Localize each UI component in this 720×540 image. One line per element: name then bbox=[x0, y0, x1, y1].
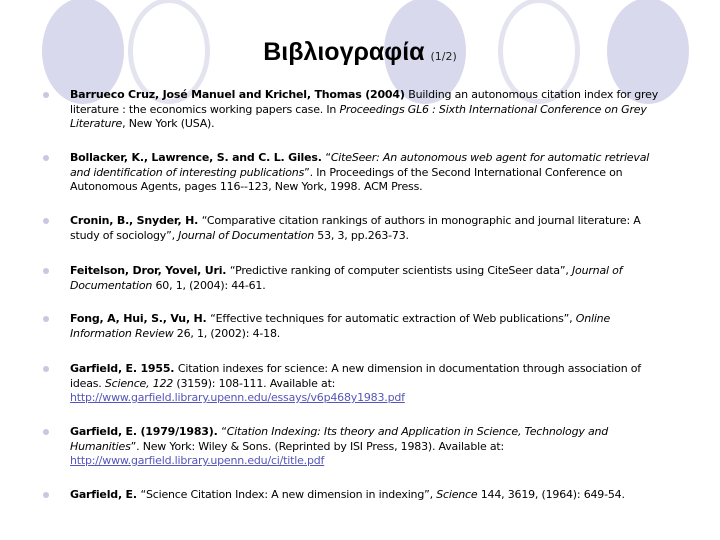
bibliography-entry bbox=[70, 425, 670, 469]
reference-link[interactable]: http://www.garfield.library.upenn.edu/essays/v6p468y1983.pdf bbox=[70, 391, 405, 404]
entry-title-italic: Journal of Documentation bbox=[178, 228, 315, 242]
entry-text: “Comparative citation rankings of authors in monographic and journal literature: A study of sociology”, bbox=[70, 214, 641, 242]
bibliography-entry bbox=[70, 362, 670, 406]
reference-link[interactable]: http://www.garfield.library.upenn.edu/ci/title.pdf bbox=[70, 454, 325, 467]
bullet-icon bbox=[43, 155, 49, 161]
entry-title-italic: Online Information Review bbox=[70, 312, 611, 340]
entry-authors: Fong, A, Hui, S., Vu, H. bbox=[70, 312, 211, 325]
entry-text: Citation indexes for science: A new dimension in documentation through association of ideas. bbox=[70, 362, 641, 390]
bullet-icon bbox=[43, 268, 49, 274]
slide-title bbox=[0, 38, 720, 67]
page-indicator: (1/2) bbox=[430, 50, 457, 63]
entry-text: Building an autonomous citation index for grey literature : the economics working papers case. In bbox=[70, 88, 659, 116]
entry-text: “Predictive ranking of computer scientists using CiteSeer data”, bbox=[229, 264, 573, 277]
entry-text: “Science Citation Index: A new dimension in indexing”, bbox=[140, 488, 437, 501]
bullet-icon bbox=[43, 492, 49, 498]
entry-title-italic: Science, 122 bbox=[104, 376, 174, 390]
bullet-icon bbox=[43, 92, 49, 98]
bullet-icon bbox=[43, 316, 49, 322]
bullet-icon bbox=[43, 429, 49, 435]
entry-title-italic: Citation Indexing: Its theory and Application in Science, Technology and Humanities bbox=[70, 425, 609, 453]
bibliography-entry bbox=[70, 264, 670, 293]
entry-text: 144, 3619, (1964): 649-54. bbox=[477, 488, 625, 501]
entry-authors: Barrueco Cruz, José Manuel and Krichel, Thomas (2004) bbox=[70, 88, 409, 101]
entry-title-italic: Proceedings GL6 : Sixth International Conference on Grey Literature bbox=[70, 102, 647, 130]
entry-text: 26, 1, (2002): 4-18. bbox=[173, 326, 281, 340]
bibliography-entry bbox=[70, 151, 670, 195]
entry-text: “ bbox=[221, 425, 227, 438]
entry-authors: Feitelson, Dror, Yovel, Uri. bbox=[70, 264, 230, 277]
bullet-icon bbox=[43, 366, 49, 372]
entry-title-italic: Science bbox=[436, 488, 478, 501]
entry-text: 53, 3, pp.263-73. bbox=[314, 228, 409, 242]
bullet-icon bbox=[43, 218, 49, 224]
entry-text: ”. New York: Wiley & Sons. (Reprinted by ISI Press, 1983). Available at: bbox=[130, 439, 505, 453]
bibliography-entry bbox=[70, 88, 670, 132]
bibliography-entry bbox=[70, 312, 670, 341]
entry-authors: Garfield, E. bbox=[70, 488, 141, 501]
title-text: Βιβλιογραφία bbox=[263, 38, 425, 66]
entry-title-italic: Journal of Documentation bbox=[70, 264, 623, 292]
entry-authors: Garfield, E. 1955. bbox=[70, 362, 178, 375]
entry-authors: Bollacker, K., Lawrence, S. and C. L. Giles. bbox=[70, 151, 326, 164]
entry-authors: Cronin, B., Snyder, H. bbox=[70, 214, 202, 227]
entry-text: ”. In Proceedings of the Second International Conference on Autonomous Agents, pages 116--123, New York, 1998. ACM Press. bbox=[70, 165, 623, 193]
bibliography-entry bbox=[70, 488, 670, 503]
entry-text: “ bbox=[325, 151, 331, 164]
entry-authors: Garfield, E. (1979/1983). bbox=[70, 425, 222, 438]
entry-text: (3159): 108-111. Available at: bbox=[173, 376, 336, 390]
bibliography-entry bbox=[70, 214, 670, 243]
entry-text: , New York (USA). bbox=[122, 117, 215, 130]
entry-text: “Effective techniques for automatic extraction of Web publications”, bbox=[210, 312, 576, 325]
entry-text: 60, 1, (2004): 44-61. bbox=[152, 278, 266, 292]
entry-title-italic: CiteSeer: An autonomous web agent for automatic retrieval and identification of interesting publications bbox=[70, 151, 650, 179]
